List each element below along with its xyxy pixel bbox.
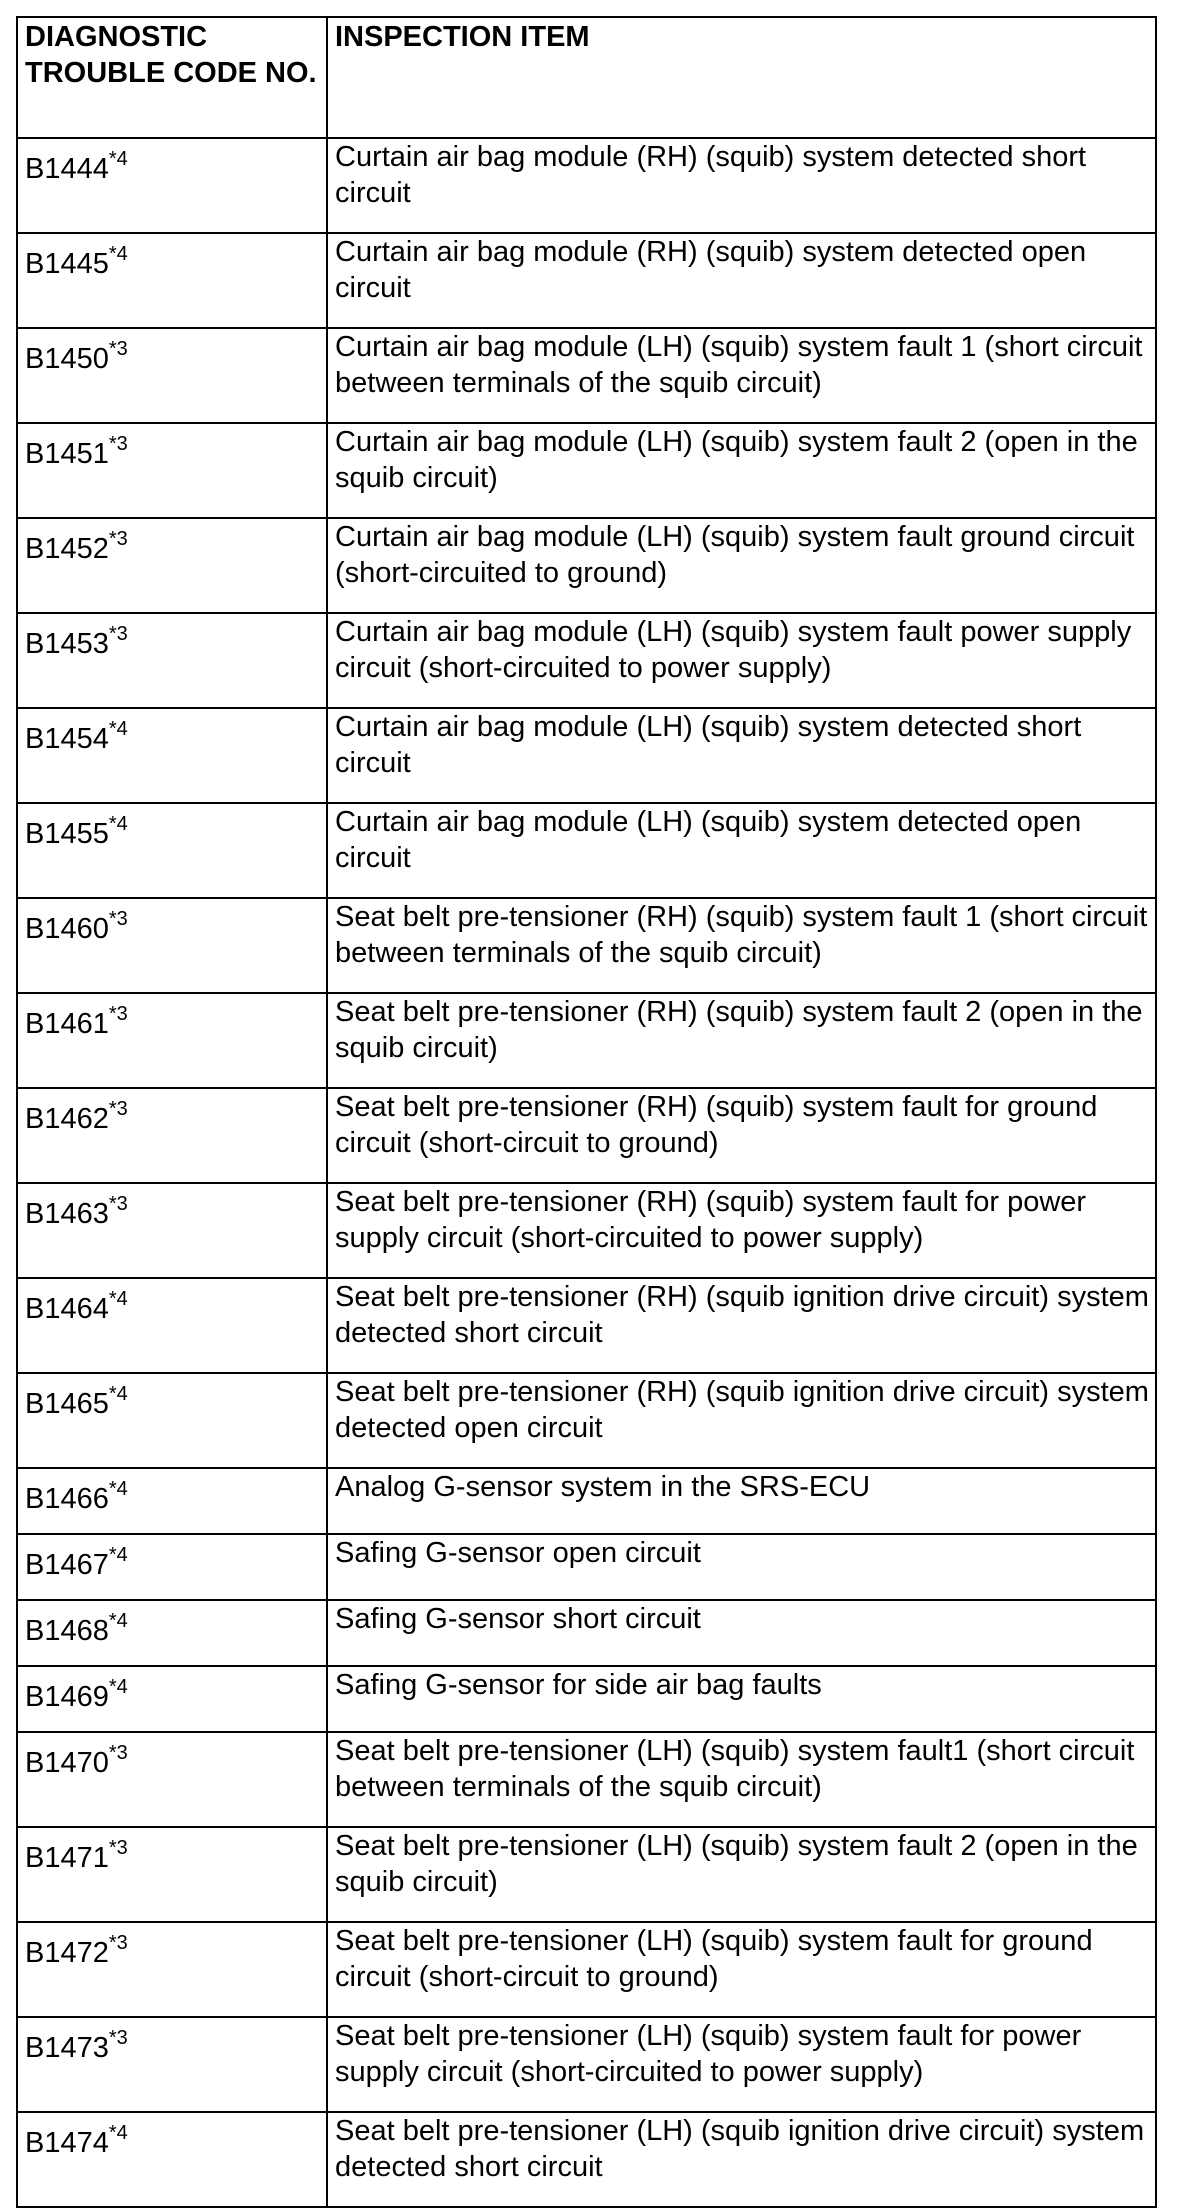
dtc-code: B1471 <box>25 1842 109 1874</box>
inspection-item-cell: Seat belt pre-tensioner (RH) (squib ignition drive circuit) system detected open circuit <box>327 1373 1156 1468</box>
dtc-code-cell <box>17 1666 327 1732</box>
dtc-footnote-marker: *4 <box>108 1383 128 1406</box>
dtc-code: B1469 <box>25 1681 109 1713</box>
table-row <box>17 1666 1156 1732</box>
dtc-footnote-marker: *3 <box>108 908 128 931</box>
dtc-code: B1460 <box>25 913 109 945</box>
inspection-item-cell: Curtain air bag module (LH) (squib) system fault 2 (open in the squib circuit) <box>327 423 1156 518</box>
table-row <box>17 1534 1156 1600</box>
dtc-code: B1454 <box>25 723 109 755</box>
dtc-code-cell <box>17 1278 327 1373</box>
header-row <box>17 17 1156 138</box>
dtc-code-cell <box>17 1534 327 1600</box>
dtc-code: B1472 <box>25 1937 109 1969</box>
dtc-footnote-marker: *3 <box>108 1932 128 1955</box>
inspection-item-cell: Seat belt pre-tensioner (LH) (squib ignition drive circuit) system detected short circuit <box>327 2112 1156 2207</box>
dtc-code: B1461 <box>25 1008 109 1040</box>
dtc-footnote-marker: *4 <box>108 1676 128 1699</box>
inspection-item-cell: Safing G-sensor open circuit <box>327 1534 1156 1600</box>
inspection-item-cell: Seat belt pre-tensioner (RH) (squib) system fault for ground circuit (short-circuit to ground) <box>327 1088 1156 1183</box>
dtc-code: B1452 <box>25 533 109 565</box>
dtc-code: B1445 <box>25 248 109 280</box>
dtc-code: B1463 <box>25 1198 109 1230</box>
table-body <box>17 138 1156 2207</box>
dtc-code: B1470 <box>25 1747 109 1779</box>
table-row <box>17 1922 1156 2017</box>
dtc-code-cell <box>17 1600 327 1666</box>
dtc-footnote-marker: *4 <box>108 1544 128 1567</box>
dtc-code: B1474 <box>25 2127 109 2159</box>
table-row <box>17 328 1156 423</box>
dtc-footnote-marker: *3 <box>108 528 128 551</box>
dtc-footnote-marker: *4 <box>108 813 128 836</box>
dtc-code-cell <box>17 1088 327 1183</box>
table-row <box>17 1827 1156 1922</box>
inspection-item-cell: Safing G-sensor short circuit <box>327 1600 1156 1666</box>
dtc-footnote-marker: *3 <box>108 433 128 456</box>
inspection-item-cell: Seat belt pre-tensioner (RH) (squib) system fault for power supply circuit (short-circuited to power supply) <box>327 1183 1156 1278</box>
dtc-code: B1451 <box>25 438 109 470</box>
dtc-code: B1468 <box>25 1615 109 1647</box>
dtc-code-cell <box>17 613 327 708</box>
table-row <box>17 2112 1156 2207</box>
dtc-code-cell <box>17 138 327 233</box>
table-row <box>17 1732 1156 1827</box>
inspection-item-cell: Curtain air bag module (RH) (squib) system detected open circuit <box>327 233 1156 328</box>
dtc-code: B1473 <box>25 2032 109 2064</box>
dtc-footnote-marker: *4 <box>108 718 128 741</box>
dtc-code: B1467 <box>25 1549 109 1581</box>
dtc-footnote-marker: *3 <box>108 1742 128 1765</box>
table-row <box>17 1088 1156 1183</box>
table-row <box>17 708 1156 803</box>
inspection-item-cell: Seat belt pre-tensioner (LH) (squib) system fault for power supply circuit (short-circuited to power supply) <box>327 2017 1156 2112</box>
dtc-footnote-marker: *4 <box>108 1288 128 1311</box>
dtc-code: B1444 <box>25 153 109 185</box>
dtc-code-cell <box>17 233 327 328</box>
table-row <box>17 1468 1156 1534</box>
table-row <box>17 2017 1156 2112</box>
table-row <box>17 993 1156 1088</box>
dtc-footnote-marker: *4 <box>108 1478 128 1501</box>
table-row <box>17 898 1156 993</box>
inspection-item-cell: Seat belt pre-tensioner (RH) (squib) system fault 2 (open in the squib circuit) <box>327 993 1156 1088</box>
inspection-item-cell: Curtain air bag module (LH) (squib) system fault power supply circuit (short-circuited to power supply) <box>327 613 1156 708</box>
inspection-item-cell: Seat belt pre-tensioner (LH) (squib) system fault1 (short circuit between terminals of the squib circuit) <box>327 1732 1156 1827</box>
inspection-item-cell: Safing G-sensor for side air bag faults <box>327 1666 1156 1732</box>
dtc-code-cell <box>17 423 327 518</box>
table-row <box>17 138 1156 233</box>
dtc-footnote-marker: *4 <box>108 243 128 266</box>
dtc-code-cell <box>17 1468 327 1534</box>
dtc-code: B1465 <box>25 1388 109 1420</box>
table-row <box>17 613 1156 708</box>
dtc-footnote-marker: *3 <box>108 1193 128 1216</box>
header-code: DIAGNOSTIC TROUBLE CODE NO. <box>17 17 327 138</box>
inspection-item-cell: Seat belt pre-tensioner (LH) (squib) system fault for ground circuit (short-circuit to ground) <box>327 1922 1156 2017</box>
dtc-footnote-marker: *4 <box>108 148 128 171</box>
dtc-code: B1455 <box>25 818 109 850</box>
dtc-code-cell <box>17 518 327 613</box>
inspection-item-cell: Seat belt pre-tensioner (RH) (squib ignition drive circuit) system detected short circuit <box>327 1278 1156 1373</box>
dtc-code: B1450 <box>25 343 109 375</box>
dtc-code-cell <box>17 1827 327 1922</box>
dtc-code-cell <box>17 993 327 1088</box>
dtc-code-cell <box>17 1373 327 1468</box>
inspection-item-cell: Curtain air bag module (LH) (squib) system detected short circuit <box>327 708 1156 803</box>
dtc-code: B1466 <box>25 1483 109 1515</box>
inspection-item-cell: Seat belt pre-tensioner (RH) (squib) system fault 1 (short circuit between terminals of the squib circuit) <box>327 898 1156 993</box>
dtc-code: B1462 <box>25 1103 109 1135</box>
inspection-item-cell: Curtain air bag module (LH) (squib) system fault ground circuit (short-circuited to ground) <box>327 518 1156 613</box>
inspection-item-cell: Curtain air bag module (LH) (squib) system detected open circuit <box>327 803 1156 898</box>
dtc-table <box>16 16 1157 2208</box>
dtc-code-cell <box>17 803 327 898</box>
table-row <box>17 423 1156 518</box>
dtc-code-cell <box>17 708 327 803</box>
dtc-code-cell <box>17 1732 327 1827</box>
table-row <box>17 1278 1156 1373</box>
inspection-item-cell: Analog G-sensor system in the SRS-ECU <box>327 1468 1156 1534</box>
dtc-footnote-marker: *3 <box>108 1837 128 1860</box>
dtc-code-cell <box>17 1183 327 1278</box>
dtc-code-cell <box>17 2017 327 2112</box>
header-inspection-item: INSPECTION ITEM <box>327 17 1156 138</box>
table-row <box>17 1600 1156 1666</box>
dtc-footnote-marker: *3 <box>108 1098 128 1121</box>
dtc-footnote-marker: *4 <box>108 2122 128 2145</box>
inspection-item-cell: Curtain air bag module (LH) (squib) system fault 1 (short circuit between terminals of the squib circuit) <box>327 328 1156 423</box>
dtc-footnote-marker: *3 <box>108 2027 128 2050</box>
dtc-footnote-marker: *4 <box>108 1610 128 1633</box>
table-row <box>17 233 1156 328</box>
inspection-item-cell: Seat belt pre-tensioner (LH) (squib) system fault 2 (open in the squib circuit) <box>327 1827 1156 1922</box>
dtc-footnote-marker: *3 <box>108 623 128 646</box>
dtc-code-cell <box>17 2112 327 2207</box>
table-row <box>17 1373 1156 1468</box>
dtc-code-cell <box>17 1922 327 2017</box>
dtc-footnote-marker: *3 <box>108 1003 128 1026</box>
table-row <box>17 1183 1156 1278</box>
dtc-code: B1464 <box>25 1293 109 1325</box>
inspection-item-cell: Curtain air bag module (RH) (squib) system detected short circuit <box>327 138 1156 233</box>
dtc-code: B1453 <box>25 628 109 660</box>
dtc-code-cell <box>17 328 327 423</box>
table-row <box>17 803 1156 898</box>
table-row <box>17 518 1156 613</box>
dtc-code-cell <box>17 898 327 993</box>
dtc-footnote-marker: *3 <box>108 338 128 361</box>
